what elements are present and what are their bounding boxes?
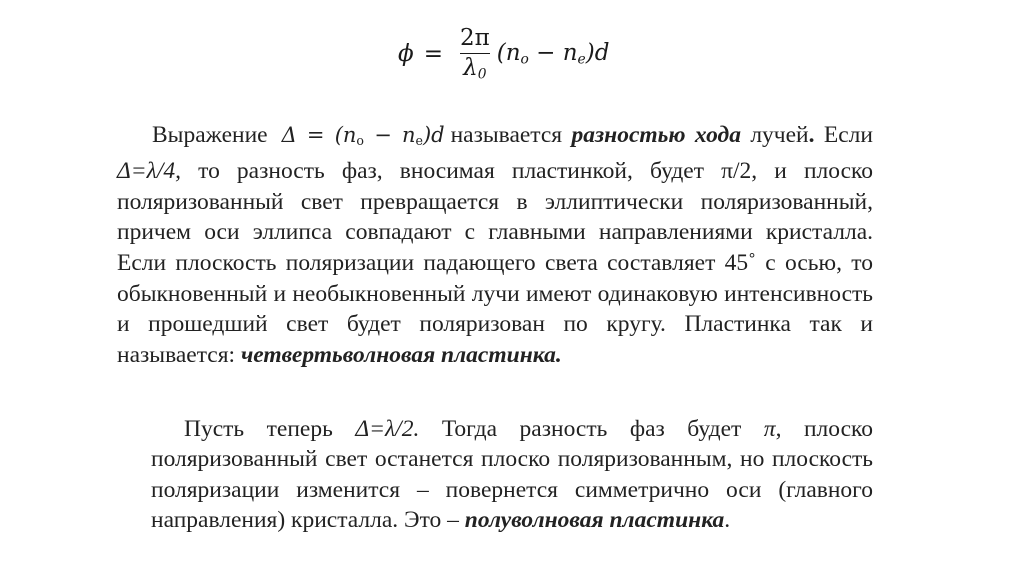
term-path-difference: разностью хода	[571, 121, 741, 148]
inline-minus-n: − n	[364, 122, 416, 147]
text: лучей	[740, 121, 809, 148]
formula-minus-n: − n	[528, 40, 578, 67]
fraction	[457, 26, 493, 81]
inline-subscript-e: e	[415, 132, 423, 148]
text: то разность фаз, вносимая пластинкой, будет π/2, и плоско поляризованный свет превращается в эллиптически поляризованный, причем оси эллипса совпадают с главными направлениями кристалла. Если плоскость поляризации падающего света составляет 45˚ с осью, то обыкновенный и необыкновенный лучи имеют одинаковую интенсивность и прошедший свет будет поляризован по кругу. Пластинка так и называется:	[117, 158, 873, 368]
text: , плоско поляризованный свет останется плоско поляризованным, но плоскость поляризации изменится – повернется симметрично оси (главного направления) кристалла. Это –	[151, 415, 874, 534]
fraction-denominator	[460, 53, 489, 82]
lambda-subscript: 0	[477, 66, 487, 83]
delta-half: Δ=λ/2.	[355, 415, 420, 442]
text: Если	[814, 121, 873, 148]
path-difference-formula	[282, 123, 445, 147]
formula-tail	[497, 40, 610, 67]
delta-expr: Δ = (n	[281, 122, 357, 147]
term-half-wave-plate: полуволновая пластинка	[464, 507, 725, 534]
pi-symbol: π	[763, 415, 776, 442]
phase-formula	[398, 14, 609, 94]
word-expression: Выражение	[152, 121, 268, 148]
text: Тогда разность фаз будет	[419, 415, 764, 442]
paragraph-quarter-wave	[117, 120, 873, 371]
subscript-o: o	[520, 51, 529, 68]
term-quarter-wave-plate: четвертьволновая пластинка.	[240, 341, 562, 368]
equals-sign: =	[423, 41, 443, 67]
delta-quarter: Δ=λ/4,	[117, 158, 181, 185]
phi-symbol: ϕ	[398, 41, 414, 67]
text: .	[724, 507, 731, 534]
text: называется	[450, 121, 572, 148]
inline-subscript-o: o	[356, 132, 365, 148]
formula-close-d: )d	[585, 40, 610, 67]
paragraph-half-wave	[151, 414, 873, 536]
fraction-numerator: 2π	[459, 25, 490, 52]
formula-n-open: (n	[496, 40, 521, 67]
period: .	[808, 121, 815, 148]
subscript-e: e	[577, 51, 586, 68]
lambda-symbol: λ	[463, 54, 478, 81]
text: Пусть теперь	[184, 415, 356, 442]
inline-close-d: )d	[422, 122, 445, 147]
